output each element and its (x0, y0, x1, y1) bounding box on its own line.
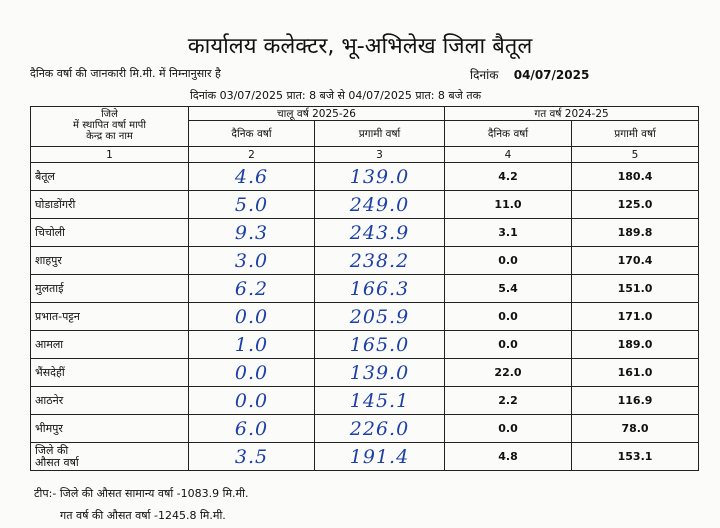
current-cumulative-rainfall: 139.0 (315, 359, 445, 387)
previous-cumulative-rainfall: 180.4 (572, 163, 699, 191)
current-daily-header: दैनिक वर्षा (189, 121, 315, 147)
previous-cumulative-rainfall: 116.9 (572, 387, 699, 415)
intro-text: दैनिक वर्षा की जानकारी मि.मी. में निम्नानुसार है (30, 67, 221, 80)
report-date-value: 04/07/2025 (513, 68, 590, 82)
current-cumulative-rainfall: 226.0 (315, 415, 445, 443)
station-name: घोडाडोंगरी (31, 191, 189, 219)
table-row (31, 219, 699, 247)
current-daily-rainfall: 0.0 (189, 387, 315, 415)
previous-daily-rainfall: 4.2 (445, 163, 572, 191)
table-row (31, 443, 699, 471)
previous-cumulative-rainfall: 161.0 (572, 359, 699, 387)
station-name-header: जिले में स्थापित वर्षा मापी केन्द्र का नाम (31, 107, 189, 147)
previous-cumulative-rainfall: 189.0 (572, 331, 699, 359)
current-cumulative-rainfall: 191.4 (315, 443, 445, 471)
current-daily-rainfall: 4.6 (189, 163, 315, 191)
previous-cumulative-rainfall: 170.4 (572, 247, 699, 275)
current-daily-rainfall: 5.0 (189, 191, 315, 219)
current-daily-rainfall: 1.0 (189, 331, 315, 359)
table-row (31, 275, 699, 303)
previous-cumulative-rainfall: 171.0 (572, 303, 699, 331)
table-row (31, 415, 699, 443)
current-daily-rainfall: 6.0 (189, 415, 315, 443)
previous-cumulative-rainfall: 189.8 (572, 219, 699, 247)
report-date (470, 66, 589, 83)
current-daily-rainfall: 9.3 (189, 219, 315, 247)
previous-daily-rainfall: 0.0 (445, 331, 572, 359)
previous-daily-rainfall: 0.0 (445, 415, 572, 443)
station-name: बैतूल (31, 163, 189, 191)
previous-cumulative-rainfall: 125.0 (572, 191, 699, 219)
report-date-label: दिनांक (470, 68, 499, 82)
current-cumulative-rainfall: 243.9 (315, 219, 445, 247)
previous-cumulative-rainfall: 153.1 (572, 443, 699, 471)
current-cumulative-rainfall: 166.3 (315, 275, 445, 303)
previous-daily-header: दैनिक वर्षा (445, 121, 572, 147)
current-year-header: चालू वर्ष 2025-26 (189, 107, 445, 121)
column-number: 5 (572, 147, 699, 163)
station-name: भैंसदेहीं (31, 359, 189, 387)
table-row (31, 191, 699, 219)
current-cumulative-rainfall: 238.2 (315, 247, 445, 275)
current-daily-rainfall: 3.0 (189, 247, 315, 275)
table-row (31, 163, 699, 191)
column-number: 2 (189, 147, 315, 163)
station-name: प्रभात-पट्टन (31, 303, 189, 331)
previous-daily-rainfall: 4.8 (445, 443, 572, 471)
rainfall-table (30, 106, 699, 471)
station-name: आठनेर (31, 387, 189, 415)
table-row (31, 387, 699, 415)
previous-cumulative-header: प्रगामी वर्षा (572, 121, 699, 147)
column-number: 4 (445, 147, 572, 163)
note-previous-average: गत वर्ष की औसत वर्षा -1245.8 मि.मी. (60, 509, 226, 522)
station-name: चिचोली (31, 219, 189, 247)
previous-cumulative-rainfall: 151.0 (572, 275, 699, 303)
current-daily-rainfall: 0.0 (189, 359, 315, 387)
date-range: दिनांक 03/07/2025 प्रात: 8 बजे से 04/07/2025 प्रात: 8 बजे तक (190, 89, 482, 102)
station-name: भीमपुर (31, 415, 189, 443)
previous-daily-rainfall: 0.0 (445, 247, 572, 275)
table-row (31, 247, 699, 275)
note-average-normal: टीप:- जिले की औसत सामान्य वर्षा -1083.9 मि.मी. (34, 487, 249, 500)
previous-daily-rainfall: 2.2 (445, 387, 572, 415)
current-cumulative-rainfall: 205.9 (315, 303, 445, 331)
column-number: 1 (31, 147, 189, 163)
table-row (31, 359, 699, 387)
office-title: कार्यालय कलेक्टर, भू-अभिलेख जिला बैतूल (187, 34, 533, 59)
previous-year-header: गत वर्ष 2024-25 (445, 107, 699, 121)
station-name: जिले की औसत वर्षा (31, 443, 189, 471)
current-cumulative-rainfall: 145.1 (315, 387, 445, 415)
station-name: शाहपुर (31, 247, 189, 275)
previous-daily-rainfall: 11.0 (445, 191, 572, 219)
current-cumulative-header: प्रगामी वर्षा (315, 121, 445, 147)
previous-daily-rainfall: 22.0 (445, 359, 572, 387)
column-number: 3 (315, 147, 445, 163)
previous-daily-rainfall: 3.1 (445, 219, 572, 247)
current-daily-rainfall: 3.5 (189, 443, 315, 471)
station-name: मुलताई (31, 275, 189, 303)
current-cumulative-rainfall: 249.0 (315, 191, 445, 219)
current-daily-rainfall: 0.0 (189, 303, 315, 331)
previous-daily-rainfall: 0.0 (445, 303, 572, 331)
table-row (31, 303, 699, 331)
current-cumulative-rainfall: 165.0 (315, 331, 445, 359)
station-name: आमला (31, 331, 189, 359)
current-cumulative-rainfall: 139.0 (315, 163, 445, 191)
previous-daily-rainfall: 5.4 (445, 275, 572, 303)
previous-cumulative-rainfall: 78.0 (572, 415, 699, 443)
table-row (31, 331, 699, 359)
current-daily-rainfall: 6.2 (189, 275, 315, 303)
